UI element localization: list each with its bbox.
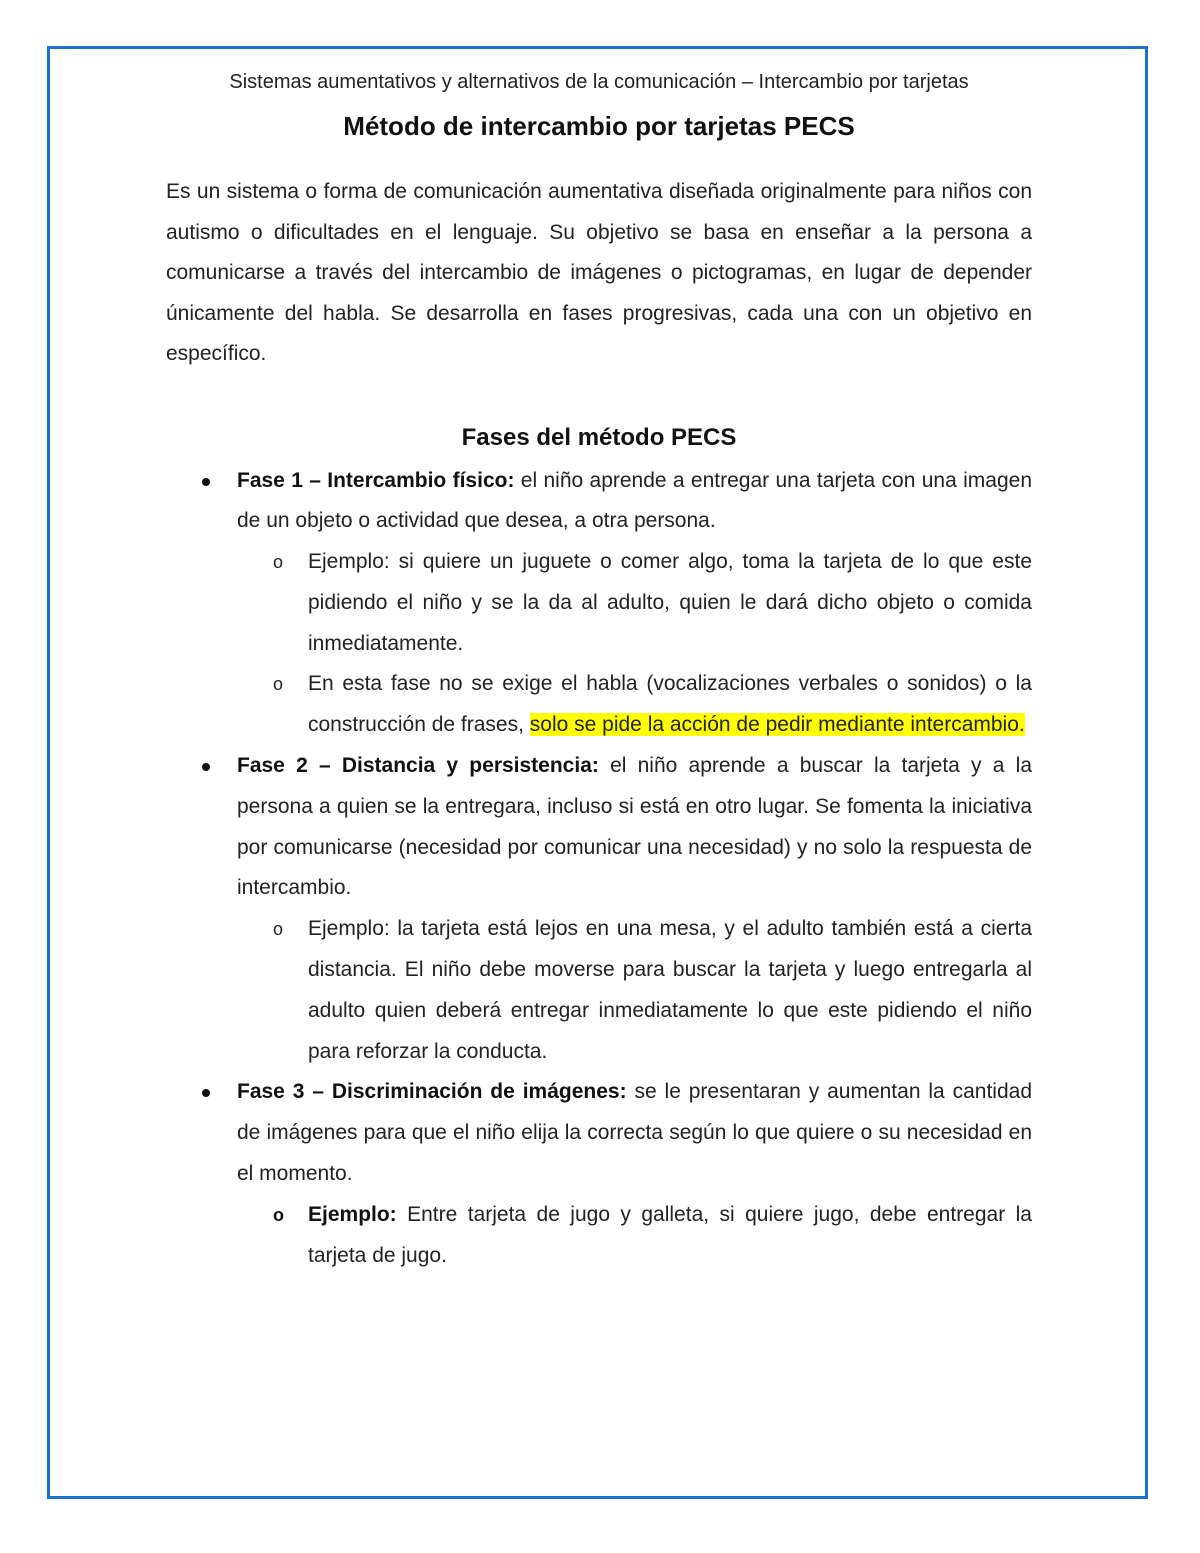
section-title: Fases del método PECS xyxy=(461,423,737,451)
circle-bullet-icon: o xyxy=(273,919,284,940)
phase-1-item xyxy=(166,461,1032,747)
highlighted-text: solo se pide la acción de pedir mediante intercambio. xyxy=(529,713,1025,737)
phase-3-example-1-text: Entre tarjeta de jugo y galleta, si quiere jugo, debe entregar la tarjeta de jugo. xyxy=(308,1202,1032,1267)
document-body xyxy=(166,70,1032,1276)
bullet-dot-icon xyxy=(202,478,210,486)
phases-list xyxy=(166,461,1032,1277)
phase-1-text: el niño aprende a entregar una tarjeta con una imagen de un objeto o actividad que desea, a otra persona. xyxy=(237,468,1033,533)
phase-3-example-1 xyxy=(237,1195,1032,1277)
phase-1-example-2 xyxy=(237,664,1032,746)
bullet-dot-icon xyxy=(202,763,210,771)
phase-3-example-label: Ejemplo: xyxy=(308,1202,397,1226)
phase-2-text: el niño aprende a buscar la tarjeta y a la persona a quien se la entregara, incluso si está en otro lugar. Se fomenta la iniciativa por comunicarse (necesidad por comunicar una necesidad) y no solo la respuesta de intercambio. xyxy=(237,754,1032,900)
running-header: Sistemas aumentativos y alternativos de la comunicación – Intercambio por tarjetas xyxy=(229,71,969,93)
phase-2-example-1-text: Ejemplo: la tarjeta está lejos en una mesa, y el adulto también está a cierta distancia. El niño debe moverse para buscar la tarjeta y luego entregarla al adulto quien deberá entregar inmediatamente lo que este pidiendo el niño para reforzar la conducta. xyxy=(308,917,1032,1063)
phase-2-label: Fase 2 – Distancia y persistencia: xyxy=(237,754,599,778)
circle-bullet-icon: o xyxy=(273,552,284,573)
phase-1-example-1 xyxy=(237,542,1032,664)
phase-3-item xyxy=(166,1072,1032,1276)
circle-bullet-icon: o xyxy=(273,674,284,695)
phase-3-examples xyxy=(237,1195,1032,1277)
phase-2-example-1 xyxy=(237,909,1032,1072)
phase-3-label: Fase 3 – Discriminación de imágenes: xyxy=(237,1080,627,1104)
phase-1-example-2-text: En esta fase no se exige el habla (vocalizaciones verbales o sonidos) o la construcción de frases, xyxy=(308,672,1032,737)
phase-1-label: Fase 1 – Intercambio físico: xyxy=(237,468,515,492)
phase-1-example-1-text: Ejemplo: si quiere un juguete o comer algo, toma la tarjeta de lo que este pidiendo el niño y se la da al adulto, quien le dará dicho objeto o comida inmediatamente. xyxy=(308,550,1032,655)
circle-bullet-icon: o xyxy=(273,1204,284,1225)
document-title: Método de intercambio por tarjetas PECS xyxy=(343,111,855,141)
phase-3-text: se le presentaran y aumentan la cantidad de imágenes para que el niño elija la correcta según lo que quiere o su necesidad en el momento. xyxy=(237,1080,1032,1186)
phase-2-examples xyxy=(237,909,1032,1072)
phase-2-item xyxy=(166,746,1032,1072)
bullet-dot-icon xyxy=(202,1089,210,1097)
phase-1-examples xyxy=(237,542,1032,746)
intro-paragraph: Es un sistema o forma de comunicación aumentativa diseñada originalmente para niños con autismo o dificultades en el lenguaje. Su objetivo se basa en enseñar a la persona a comunicarse a través del intercambio de imágenes o pictogramas, en lugar de depender únicamente del habla. Se desarrolla en fases progresivas, cada una con un objetivo en específico. xyxy=(166,180,1032,365)
